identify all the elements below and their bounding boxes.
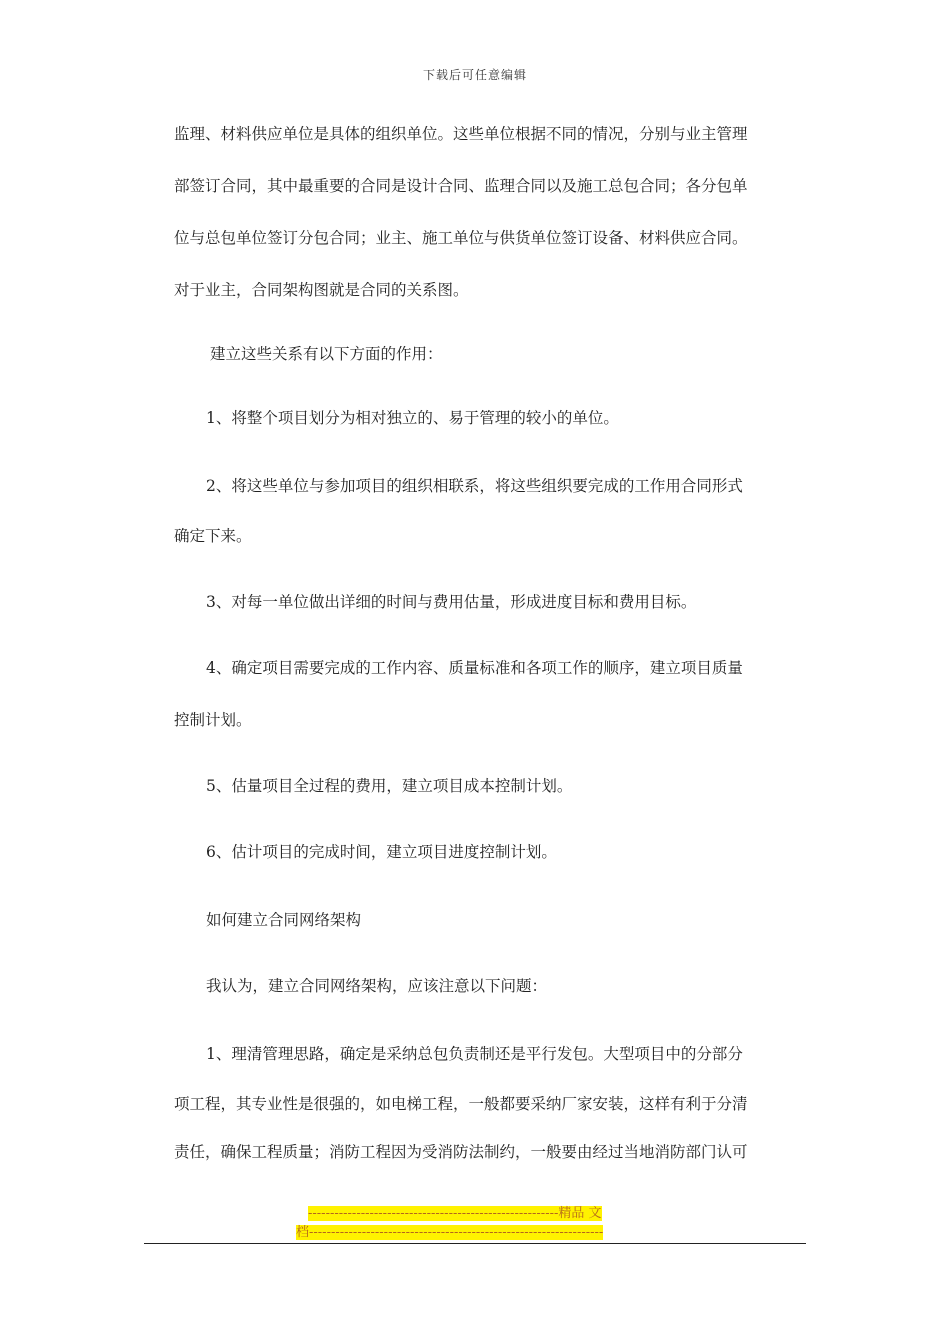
list-item-4-line: 控制计划。 xyxy=(174,711,252,729)
list-item-1: 1、将整个项目划分为相对独立的、易于管理的较小的单位。 xyxy=(206,409,619,427)
header-note: 下载后可任意编辑 xyxy=(422,68,527,82)
list-item-5: 5、估量项目全过程的费用，建立项目成本控制计划。 xyxy=(206,777,573,795)
point-1-line: 项工程，其专业性是很强的，如电梯工程，一般都要采纳厂家安装，这样有利于分清 xyxy=(174,1095,748,1113)
point-1-line: 责任，确保工程质量；消防工程因为受消防法制约，一般要由经过当地消防部门认可 xyxy=(174,1143,748,1161)
paragraph-1-line: 对于业主，合同架构图就是合同的关系图。 xyxy=(174,281,469,299)
footer-banner-line xyxy=(290,1223,660,1242)
section-heading: 如何建立合同网络架构 xyxy=(206,911,362,929)
list-item-6: 6、估计项目的完成时间，建立项目进度控制计划。 xyxy=(206,843,557,861)
intro-paragraph: 我认为，建立合同网络架构，应该注意以下问题： xyxy=(206,977,548,995)
paragraph-1-line: 位与总包单位签订分包合同；业主、施工单位与供货单位签订设备、材料供应合同。 xyxy=(174,229,748,247)
paragraph-1-line: 监理、材料供应单位是具体的组织单位。这些单位根据不同的情况，分别与业主管理 xyxy=(174,125,748,143)
list-item-3: 3、对每一单位做出详细的时间与费用估量，形成进度目标和费用目标。 xyxy=(206,593,697,611)
list-item-2-line: 2、将这些单位与参加项目的组织相联系，将这些组织要完成的工作用合同形式 xyxy=(206,477,743,495)
paragraph-2: 建立这些关系有以下方面的作用： xyxy=(210,345,443,363)
footer-divider xyxy=(144,1243,806,1244)
paragraph-1-line: 部签订合同，其中最重要的合同是设计合同、监理合同以及施工总包合同；各分包单 xyxy=(174,177,748,195)
list-item-2-line: 确定下来。 xyxy=(174,527,252,545)
list-item-4-line: 4、确定项目需要完成的工作内容、质量标准和各项工作的顺序，建立项目质量 xyxy=(206,659,743,677)
point-1-line: 1、理清管理思路，确定是采纳总包负责制还是平行发包。大型项目中的分部分 xyxy=(206,1045,743,1063)
footer-banner-text: 档------------------------------------------------------------------- xyxy=(296,1225,604,1240)
footer-banner xyxy=(290,1204,660,1242)
footer-banner-line xyxy=(290,1204,660,1223)
footer-banner-text: ---------------------------------------------------------精品 文 xyxy=(308,1206,602,1221)
